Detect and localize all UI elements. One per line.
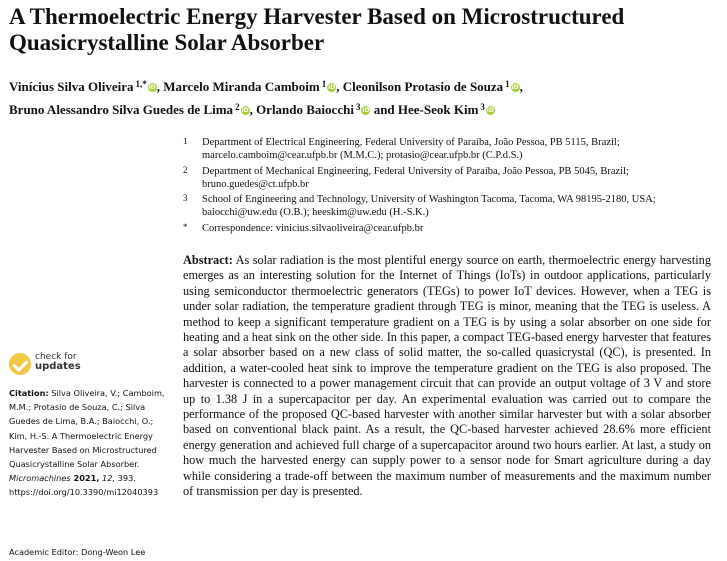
affiliation-item [183, 165, 713, 192]
affiliation-number: 3 [183, 193, 188, 204]
abstract-label: Abstract: [183, 253, 233, 267]
affiliations [183, 136, 713, 237]
affiliation-text: Department of Mechanical Engineering, Federal University of Paraíba, João Pessoa, PB 5045, Brazil; bruno.guedes@ct.ufpb.br [202, 165, 629, 190]
author-name: Vinícius Silva Oliveira [9, 79, 134, 94]
affiliation-text: School of Engineering and Technology, University of Washington Tacoma, Tacoma, WA 98195-2180, USA; baiocchi@uw.edu (O.B.); heeskim@uw.edu (H.-S.K.) [202, 194, 656, 219]
author-name: Marcelo Miranda Camboim [163, 79, 320, 94]
author-separator: and [370, 102, 398, 117]
affiliation-number: 2 [183, 164, 188, 175]
author-name: Hee-Seok Kim [397, 102, 479, 117]
check-updates-line2: updates [35, 361, 81, 372]
author-name: Cleonilson Protasio de Souza [342, 79, 504, 94]
checkmark-icon [9, 353, 31, 375]
citation-year-vol: 2021, [70, 473, 100, 484]
author-separator: , [249, 102, 257, 117]
paper-title: A Thermoelectric Energy Harvester Based on Microstructured Quasicrystalline Solar Absorber [9, 4, 625, 55]
orcid-icon[interactable]: iD [362, 107, 370, 114]
orcid-icon[interactable]: iD [486, 107, 494, 114]
check-updates-line1: check for [35, 352, 77, 362]
affiliation-item [183, 193, 713, 220]
author-separator: , [336, 79, 343, 94]
author-list [9, 74, 719, 120]
author-affiliation-marker: 3 [480, 102, 485, 112]
orcid-icon[interactable]: iD [328, 84, 336, 91]
orcid-icon[interactable]: iD [241, 107, 249, 114]
author-affiliation-marker: 1,* [135, 79, 147, 89]
citation-issue: 12, [99, 473, 116, 484]
citation-journal: Micromachines [9, 473, 71, 484]
author-affiliation-marker: 1 [505, 79, 510, 89]
citation-doi[interactable]: 393. https://doi.org/10.3390/mi12040393 [9, 473, 159, 498]
citation-label: Citation: [9, 388, 49, 398]
author-separator: , [156, 79, 164, 94]
author-affiliation-marker: 3 [355, 102, 361, 112]
author-affiliation-marker: 1 [321, 79, 327, 89]
affiliation-number: * [183, 221, 188, 232]
author-separator: , [519, 79, 523, 94]
affiliation-number: 1 [183, 136, 188, 146]
citation-text: Silva Oliveira, V.; Camboim, M.M.; Protasio de Souza, C.; Silva Guedes de Lima, B.A.; Baiocchi, O.; Kim, H.-S. A Thermoelectric Energy Harvester Based on Microstructured Quasicrystalline Solar Absorber. [9, 388, 165, 470]
affiliation-item [183, 222, 713, 235]
author-name: Orlando Baiocchi [256, 102, 354, 117]
author-affiliation-marker: 2 [235, 102, 240, 112]
check-updates-text [35, 352, 81, 372]
affiliation-text: Department of Electrical Engineering, Federal University of Paraíba, João Pessoa, PB 5115, Brazil; marcelo.camboim@cear.ufpb.br (M.M.C.); protasio@cear.ufpb.br (C.P.d.S.) [202, 137, 620, 162]
citation-block [9, 386, 169, 500]
abstract [183, 253, 711, 500]
author-name: Bruno Alessandro Silva Guedes de Lima [9, 102, 234, 117]
affiliation-item [183, 136, 713, 163]
affiliation-text: Correspondence: vinicius.silvaoliveira@cear.ufpb.br [202, 222, 424, 234]
check-for-updates-badge[interactable] [9, 352, 89, 376]
abstract-text: As solar radiation is the most plentiful energy source on earth, thermoelectric energy harvesting emerges as an interesting solution for the Internet of Things (IoTs) in outdoor applications, particularly using semiconductor thermoelectric generators (TEGs) to power IoT devices. However, when a TEG is under solar radiation, the temperature gradient through TEG is minor, meaning that the TEG is useless. A method to keep a significant temperature gradient on a TEG is by using a solar absorber on one side for heating and a heat sink on the other side. In this paper, a compact TEG-based energy harvester that features a solar absorber based on a new class of solid matter, the so-called quasicrystal (QC), is presented. In addition, a water-cooled heat sink to improve the temperature gradient on the TEG is also proposed. The harvester is connected to a power management circuit that can provide an output voltage of 3 V and store up to 1.38 J in a supercapacitor per day. An experimental evaluation was carried out to compare the performance of the proposed QC-based harvester with another similar harvester but with a solar absorber based on conventional black paint. As a result, the QC-based harvester achieved 28.6% more efficient energy generation and achieved full charge of a supercapacitor around two hours earlier. At last, a study on how much the harvested energy can supply power to a sensor node for Smart agriculture during a day while considering a trade-off between the maximum number of measurements and the maximum number of transmission per day is presented. [183, 253, 711, 499]
orcid-icon[interactable]: iD [148, 84, 156, 91]
orcid-icon[interactable]: iD [511, 84, 519, 91]
academic-editor: Academic Editor: Dong-Weon Lee [9, 547, 146, 557]
